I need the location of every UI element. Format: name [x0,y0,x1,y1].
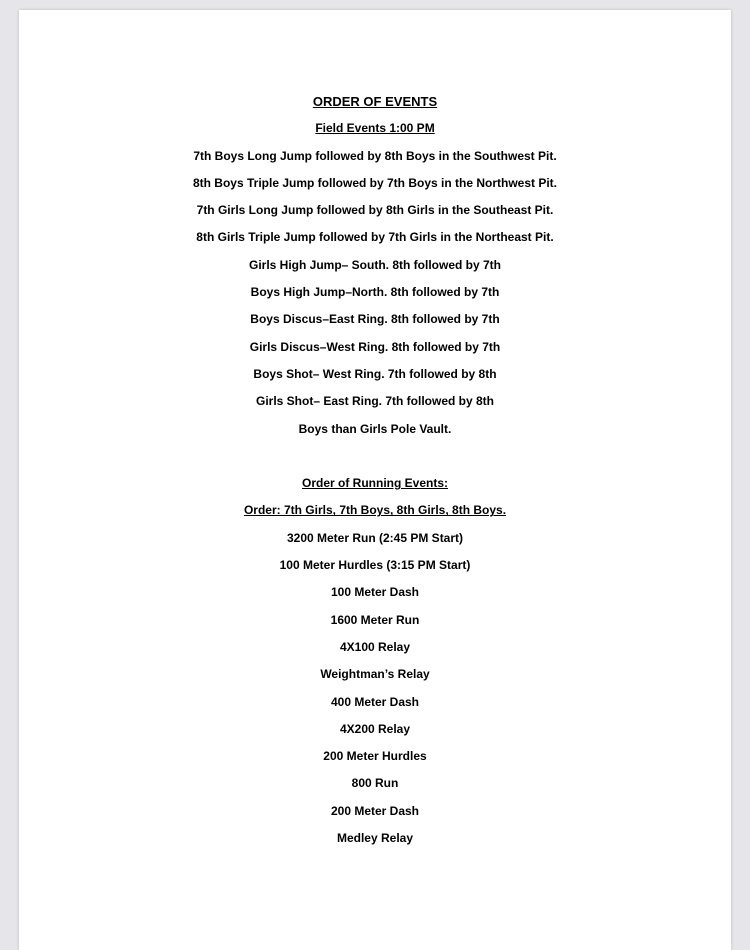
field-event-line: 7th Boys Long Jump followed by 8th Boys in the Southwest Pit. [193,148,557,163]
field-event-line: Boys High Jump–North. 8th followed by 7th [250,285,500,300]
running-event-line: 1600 Meter Run [330,612,420,627]
document-page [19,10,731,950]
field-event-line: Boys than Girls Pole Vault. [298,421,452,436]
document-title: ORDER OF EVENTS [312,94,438,109]
running-event-line: 100 Meter Dash [330,585,420,600]
field-event-line: 8th Boys Triple Jump followed by 7th Boys in the Northwest Pit. [192,175,558,190]
field-event-line: Boys Shot– West Ring. 7th followed by 8th [253,366,497,381]
running-event-line: Weightman’s Relay [320,667,430,682]
field-event-line: 7th Girls Long Jump followed by 8th Girls in the Southeast Pit. [196,203,554,218]
running-events-heading: Order of Running Events: [301,476,448,491]
running-event-line: 4X100 Relay [339,639,411,654]
running-event-line: 400 Meter Dash [330,694,420,709]
field-event-line: Boys Discus–East Ring. 8th followed by 7th [250,312,500,327]
field-event-line: Girls Shot– East Ring. 7th followed by 8th [255,394,495,409]
field-event-line: Girls Discus–West Ring. 8th followed by 7th [249,339,501,354]
document-content [19,93,731,857]
running-event-line: 800 Run [351,776,399,791]
field-events-heading: Field Events 1:00 PM [315,121,435,136]
field-event-line: 8th Girls Triple Jump followed by 7th Girls in the Northeast Pit. [196,230,554,245]
running-event-line: 100 Meter Hurdles (3:15 PM Start) [279,558,471,573]
running-event-line: 4X200 Relay [339,721,411,736]
running-event-line: 3200 Meter Run (2:45 PM Start) [286,530,464,545]
running-event-line: 200 Meter Hurdles [323,749,427,764]
field-event-line: Girls High Jump– South. 8th followed by 7th [248,257,501,272]
running-order-line: Order: 7th Girls, 7th Boys, 8th Girls, 8th Boys. [243,503,507,518]
running-event-line: Medley Relay [336,831,414,846]
section-spacer [19,448,731,475]
running-event-line: 200 Meter Dash [330,803,420,818]
